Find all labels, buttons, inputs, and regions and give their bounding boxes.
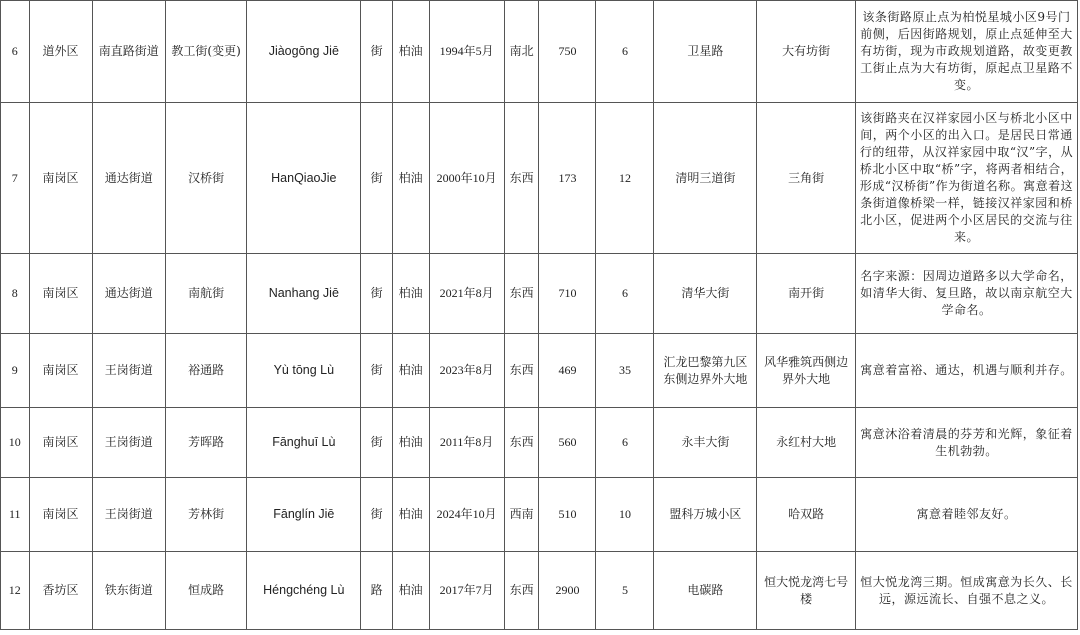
table-row [1, 408, 1078, 478]
subdistrict-cell: 铁东街道 [92, 552, 165, 630]
subdistrict-cell: 王岗街道 [92, 408, 165, 478]
surface-cell: 柏油 [392, 1, 429, 103]
surface-cell: 柏油 [392, 408, 429, 478]
length-cell: 173 [539, 103, 596, 254]
row-index: 12 [1, 552, 30, 630]
street-name-cell: 南航街 [165, 254, 246, 334]
row-index: 11 [1, 478, 30, 552]
surface-cell: 柏油 [392, 552, 429, 630]
table-row [1, 1, 1078, 103]
street-type-cell: 街 [361, 334, 393, 408]
row-index: 10 [1, 408, 30, 478]
pinyin-cell: Héngchéng Lù [247, 552, 361, 630]
end-point-cell: 哈双路 [757, 478, 856, 552]
start-point-cell: 卫星路 [654, 1, 757, 103]
subdistrict-cell: 通达街道 [92, 254, 165, 334]
length-cell: 510 [539, 478, 596, 552]
naming-note-cell: 恒大悦龙湾三期。恒成寓意为长久、长远，源远流长、自强不息之义。 [856, 552, 1078, 630]
street-name-cell: 恒成路 [165, 552, 246, 630]
naming-date-cell: 2021年8月 [429, 254, 504, 334]
district-cell: 南岗区 [29, 408, 92, 478]
subdistrict-cell: 通达街道 [92, 103, 165, 254]
street-name-cell: 教工街(变更) [165, 1, 246, 103]
surface-cell: 柏油 [392, 254, 429, 334]
direction-cell: 东西 [504, 552, 539, 630]
start-point-cell: 汇龙巴黎第九区东侧边界外大地 [654, 334, 757, 408]
naming-note-cell: 名字来源：因周边道路多以大学命名，如清华大街、复旦路，故以南京航空大学命名。 [856, 254, 1078, 334]
width-cell: 5 [596, 552, 654, 630]
subdistrict-cell: 王岗街道 [92, 334, 165, 408]
start-point-cell: 清华大街 [654, 254, 757, 334]
district-cell: 道外区 [29, 1, 92, 103]
street-type-cell: 街 [361, 103, 393, 254]
district-cell: 香坊区 [29, 552, 92, 630]
street-type-cell: 路 [361, 552, 393, 630]
district-cell: 南岗区 [29, 334, 92, 408]
start-point-cell: 盟科万城小区 [654, 478, 757, 552]
width-cell: 6 [596, 254, 654, 334]
pinyin-cell: Jiàogōng Jiē [247, 1, 361, 103]
length-cell: 710 [539, 254, 596, 334]
naming-date-cell: 2024年10月 [429, 478, 504, 552]
start-point-cell: 永丰大街 [654, 408, 757, 478]
end-point-cell: 大有坊街 [757, 1, 856, 103]
table-row [1, 103, 1078, 254]
end-point-cell: 风华雅筑西侧边界外大地 [757, 334, 856, 408]
street-name-cell: 芳晖路 [165, 408, 246, 478]
end-point-cell: 永红村大地 [757, 408, 856, 478]
naming-note-cell: 该条街路原止点为柏悦星城小区9号门前侧，后因街路规划，原止点延伸至大有坊街，现为市政规划道路，故变更教工街止点为大有坊街，原起点卫星路不变。 [856, 1, 1078, 103]
table-row [1, 334, 1078, 408]
length-cell: 560 [539, 408, 596, 478]
direction-cell: 东西 [504, 334, 539, 408]
width-cell: 12 [596, 103, 654, 254]
length-cell: 469 [539, 334, 596, 408]
end-point-cell: 南开街 [757, 254, 856, 334]
start-point-cell: 电碳路 [654, 552, 757, 630]
surface-cell: 柏油 [392, 334, 429, 408]
street-type-cell: 街 [361, 478, 393, 552]
naming-note-cell: 寓意沐浴着清晨的芬芳和光辉，象征着生机勃勃。 [856, 408, 1078, 478]
pinyin-cell: Nanhang Jiē [247, 254, 361, 334]
naming-date-cell: 2023年8月 [429, 334, 504, 408]
surface-cell: 柏油 [392, 103, 429, 254]
width-cell: 10 [596, 478, 654, 552]
width-cell: 6 [596, 408, 654, 478]
table-row [1, 552, 1078, 630]
street-name-cell: 芳林街 [165, 478, 246, 552]
row-index: 9 [1, 334, 30, 408]
row-index: 8 [1, 254, 30, 334]
pinyin-cell: HanQiaoJie [247, 103, 361, 254]
surface-cell: 柏油 [392, 478, 429, 552]
length-cell: 750 [539, 1, 596, 103]
naming-date-cell: 2011年8月 [429, 408, 504, 478]
district-cell: 南岗区 [29, 254, 92, 334]
naming-note-cell: 该街路夹在汉祥家园小区与桥北小区中间，两个小区的出入口。是居民日常通行的纽带，从汉祥家园中取“汉”字，从桥北小区中取“桥”字，将两者相结合，形成“汉桥街”作为街道名称。寓意着这条街道像桥梁一样，链接汉祥家园和桥北小区，促进两个小区居民的交流与往来。 [856, 103, 1078, 254]
row-index: 6 [1, 1, 30, 103]
end-point-cell: 恒大悦龙湾七号楼 [757, 552, 856, 630]
subdistrict-cell: 南直路街道 [92, 1, 165, 103]
pinyin-cell: Fānghuī Lù [247, 408, 361, 478]
naming-date-cell: 2000年10月 [429, 103, 504, 254]
direction-cell: 西南 [504, 478, 539, 552]
direction-cell: 东西 [504, 254, 539, 334]
naming-date-cell: 2017年7月 [429, 552, 504, 630]
width-cell: 6 [596, 1, 654, 103]
naming-note-cell: 寓意着睦邻友好。 [856, 478, 1078, 552]
street-type-cell: 街 [361, 408, 393, 478]
subdistrict-cell: 王岗街道 [92, 478, 165, 552]
direction-cell: 南北 [504, 1, 539, 103]
street-type-cell: 街 [361, 254, 393, 334]
length-cell: 2900 [539, 552, 596, 630]
naming-note-cell: 寓意着富裕、通达，机遇与顺利并存。 [856, 334, 1078, 408]
direction-cell: 东西 [504, 103, 539, 254]
naming-date-cell: 1994年5月 [429, 1, 504, 103]
table-row [1, 478, 1078, 552]
street-name-cell: 裕通路 [165, 334, 246, 408]
street-name-cell: 汉桥街 [165, 103, 246, 254]
street-type-cell: 街 [361, 1, 393, 103]
width-cell: 35 [596, 334, 654, 408]
district-cell: 南岗区 [29, 478, 92, 552]
row-index: 7 [1, 103, 30, 254]
start-point-cell: 清明三道街 [654, 103, 757, 254]
table-row [1, 254, 1078, 334]
end-point-cell: 三角街 [757, 103, 856, 254]
pinyin-cell: Fānglín Jiē [247, 478, 361, 552]
direction-cell: 东西 [504, 408, 539, 478]
pinyin-cell: Yù tōng Lù [247, 334, 361, 408]
district-cell: 南岗区 [29, 103, 92, 254]
